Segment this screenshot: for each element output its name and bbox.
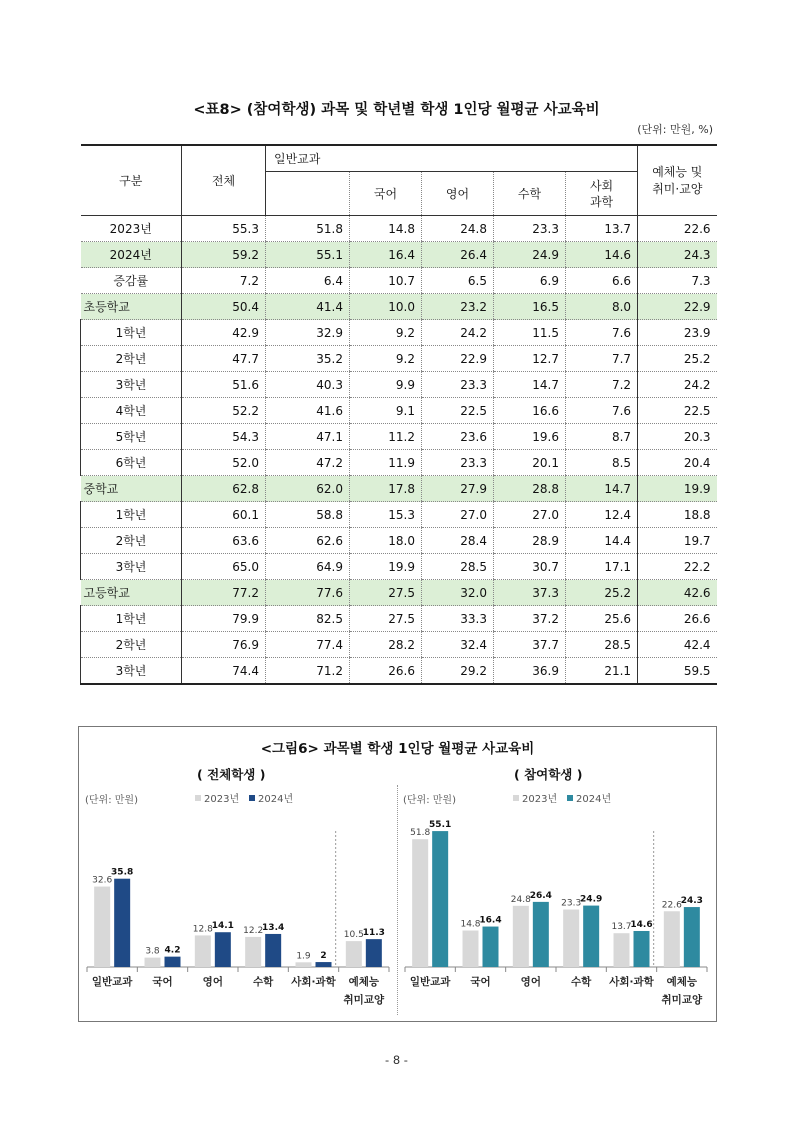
cell-value: 42.4: [638, 632, 717, 658]
row-label: 2학년: [81, 632, 182, 658]
cell-value: 60.1: [182, 502, 266, 528]
legend-swatch: [513, 795, 519, 801]
cell-value: 47.2: [266, 450, 350, 476]
cell-value: 79.9: [182, 606, 266, 632]
row-label: 3학년: [81, 372, 182, 398]
row-label: 5학년: [81, 424, 182, 450]
cell-value: 28.5: [422, 554, 494, 580]
category-label: 수학: [253, 976, 274, 988]
cell-value: 50.4: [182, 294, 266, 320]
cell-value: 22.9: [422, 346, 494, 372]
cell-value: 22.2: [638, 554, 717, 580]
row-label: 2학년: [81, 346, 182, 372]
bar-2023: [463, 930, 479, 967]
cell-value: 77.4: [266, 632, 350, 658]
legend-swatch: [249, 795, 255, 801]
bar-2024: [215, 932, 231, 967]
category-label: 취미교양: [343, 994, 385, 1006]
table-title: <표8> (참여학생) 과목 및 학년별 학생 1인당 월평균 사교육비: [193, 102, 600, 118]
row-label: 2024년: [81, 242, 182, 268]
cell-value: 52.2: [182, 398, 266, 424]
cell-value: 8.0: [566, 294, 638, 320]
data-label: 23.3: [561, 898, 582, 909]
cell-value: 20.1: [494, 450, 566, 476]
table-row: [81, 554, 717, 580]
bar-2023: [513, 906, 529, 967]
cell-value: 20.3: [638, 424, 717, 450]
cell-value: 8.5: [566, 450, 638, 476]
cell-value: 11.2: [350, 424, 422, 450]
legend-swatch: [195, 795, 201, 801]
header-arts-line1: 예체능 및: [652, 164, 703, 179]
cell-value: 7.3: [638, 268, 717, 294]
data-label: 10.5: [343, 930, 364, 941]
data-label: 14.6: [630, 919, 653, 930]
cell-value: 42.6: [638, 580, 717, 606]
data-label: 12.2: [243, 925, 264, 936]
cell-value: 6.5: [422, 268, 494, 294]
unit-label: (단위: 만원): [403, 795, 456, 806]
cell-value: 36.9: [494, 658, 566, 685]
bar-2023: [195, 935, 211, 967]
table-unit: (단위: 만원, %): [637, 123, 713, 136]
cell-value: 55.1: [266, 242, 350, 268]
chart-divider: [397, 785, 398, 1015]
cell-value: 24.9: [494, 242, 566, 268]
data-label: 12.8: [192, 924, 213, 935]
cell-value: 23.3: [422, 450, 494, 476]
cell-value: 24.3: [638, 242, 717, 268]
data-label: 55.1: [429, 820, 452, 831]
legend-label: 2024년: [576, 794, 612, 805]
row-label: 1학년: [81, 320, 182, 346]
cell-value: 23.2: [422, 294, 494, 320]
cell-value: 9.1: [350, 398, 422, 424]
cell-value: 32.0: [422, 580, 494, 606]
cell-value: 19.7: [638, 528, 717, 554]
category-label: 예체능: [666, 976, 698, 988]
row-label: 중학교: [81, 476, 182, 502]
table-row: [81, 424, 717, 450]
bar-2024: [583, 906, 599, 967]
cell-value: 41.4: [266, 294, 350, 320]
header-general-sub: [266, 172, 350, 216]
cell-value: 22.6: [638, 216, 717, 242]
data-label: 24.3: [680, 896, 703, 907]
table-row: [81, 242, 717, 268]
table-row: [81, 632, 717, 658]
cell-value: 28.2: [350, 632, 422, 658]
cell-value: 9.2: [350, 320, 422, 346]
table-row: [81, 606, 717, 632]
cell-value: 9.9: [350, 372, 422, 398]
cell-value: 19.6: [494, 424, 566, 450]
cell-value: 6.9: [494, 268, 566, 294]
bar-2023: [245, 937, 261, 967]
category-label: 국어: [470, 976, 491, 988]
cell-value: 32.4: [422, 632, 494, 658]
cell-value: 62.6: [266, 528, 350, 554]
row-label: 6학년: [81, 450, 182, 476]
cell-value: 76.9: [182, 632, 266, 658]
bar-2024: [165, 957, 181, 967]
bar-2023: [614, 933, 630, 967]
data-label: 4.2: [164, 945, 181, 956]
cell-value: 16.6: [494, 398, 566, 424]
row-label: 1학년: [81, 502, 182, 528]
legend-label: 2023년: [522, 794, 558, 805]
row-label: 증감률: [81, 268, 182, 294]
table-body: [81, 216, 717, 685]
cell-value: 42.9: [182, 320, 266, 346]
cell-value: 51.8: [266, 216, 350, 242]
cell-value: 71.2: [266, 658, 350, 685]
header-korean: 국어: [350, 172, 422, 216]
header-category: 구분: [81, 145, 182, 216]
data-label: 16.4: [479, 915, 502, 926]
bar-2024: [533, 902, 549, 967]
cell-value: 23.3: [422, 372, 494, 398]
cell-value: 27.0: [422, 502, 494, 528]
data-label: 11.3: [362, 928, 385, 939]
cell-value: 26.6: [350, 658, 422, 685]
header-english: 영어: [422, 172, 494, 216]
cell-value: 59.2: [182, 242, 266, 268]
cell-value: 22.9: [638, 294, 717, 320]
row-label: 3학년: [81, 554, 182, 580]
cell-value: 14.7: [494, 372, 566, 398]
cell-value: 62.0: [266, 476, 350, 502]
bar-2024: [483, 927, 499, 967]
category-label: 영어: [202, 976, 223, 988]
cell-value: 37.7: [494, 632, 566, 658]
cell-value: 24.8: [422, 216, 494, 242]
data-label: 24.8: [510, 894, 531, 905]
cell-value: 7.6: [566, 398, 638, 424]
cell-value: 7.7: [566, 346, 638, 372]
row-label: 고등학교: [81, 580, 182, 606]
data-label: 13.4: [262, 922, 285, 933]
category-label: 사회·과학: [609, 976, 654, 988]
bar-2024: [316, 962, 332, 967]
cell-value: 7.6: [566, 320, 638, 346]
cell-value: 64.9: [266, 554, 350, 580]
cell-value: 26.4: [422, 242, 494, 268]
cell-value: 11.5: [494, 320, 566, 346]
legend-swatch: [567, 795, 573, 801]
cell-value: 17.8: [350, 476, 422, 502]
category-label: 영어: [520, 976, 541, 988]
cell-value: 37.3: [494, 580, 566, 606]
table-row: [81, 268, 717, 294]
cell-value: 52.0: [182, 450, 266, 476]
legend-label: 2023년: [204, 794, 240, 805]
table-row: [81, 294, 717, 320]
cell-value: 18.8: [638, 502, 717, 528]
category-label: 수학: [571, 976, 592, 988]
header-arts-line2: 취미·교양: [652, 181, 703, 196]
header-total: 전체: [182, 145, 266, 216]
header-social: 사회 과학: [566, 172, 638, 216]
data-label: 35.8: [111, 867, 134, 878]
data-label: 22.6: [661, 900, 682, 911]
bar-2024: [684, 907, 700, 967]
cell-value: 27.5: [350, 580, 422, 606]
cell-value: 26.6: [638, 606, 717, 632]
bar-2024: [366, 939, 382, 967]
cell-value: 28.5: [566, 632, 638, 658]
table-row: [81, 398, 717, 424]
table-row: [81, 476, 717, 502]
cell-value: 16.4: [350, 242, 422, 268]
figure-box: [78, 726, 717, 1022]
table-row: [81, 658, 717, 685]
header-general: 일반교과: [266, 145, 638, 172]
bar-2023: [412, 839, 428, 967]
figure-title: <그림6> 과목별 학생 1인당 월평균 사교육비: [260, 741, 535, 757]
cell-value: 11.9: [350, 450, 422, 476]
cell-value: 22.5: [638, 398, 717, 424]
cell-value: 77.6: [266, 580, 350, 606]
cell-value: 6.6: [566, 268, 638, 294]
section-participants: ( 참여학생 ): [514, 767, 583, 782]
category-label: 일반교과: [409, 976, 451, 988]
cell-value: 23.9: [638, 320, 717, 346]
cell-value: 28.4: [422, 528, 494, 554]
cell-value: 10.0: [350, 294, 422, 320]
section-all-students: ( 전체학생 ): [197, 767, 266, 782]
cell-value: 41.6: [266, 398, 350, 424]
cell-value: 12.7: [494, 346, 566, 372]
unit-label: (단위: 만원): [85, 795, 138, 806]
cell-value: 18.0: [350, 528, 422, 554]
row-label: 초등학교: [81, 294, 182, 320]
cell-value: 7.2: [566, 372, 638, 398]
cell-value: 82.5: [266, 606, 350, 632]
data-label: 32.6: [92, 875, 113, 886]
cell-value: 17.1: [566, 554, 638, 580]
cell-value: 58.8: [266, 502, 350, 528]
category-label: 사회·과학: [291, 976, 336, 988]
data-label: 13.7: [611, 922, 632, 933]
page-number: - 8 -: [385, 1053, 408, 1067]
cell-value: 51.6: [182, 372, 266, 398]
cell-value: 24.2: [638, 372, 717, 398]
cell-value: 24.2: [422, 320, 494, 346]
data-label: 51.8: [410, 828, 431, 839]
row-label: 3학년: [81, 658, 182, 685]
table-row: [81, 320, 717, 346]
cell-value: 30.7: [494, 554, 566, 580]
cell-value: 9.2: [350, 346, 422, 372]
cell-value: 63.6: [182, 528, 266, 554]
cell-value: 65.0: [182, 554, 266, 580]
cell-value: 55.3: [182, 216, 266, 242]
cell-value: 13.7: [566, 216, 638, 242]
table-row: [81, 346, 717, 372]
cell-value: 19.9: [638, 476, 717, 502]
category-label: 취미교양: [661, 994, 703, 1006]
expense-table: [80, 144, 717, 685]
table-row: [81, 580, 717, 606]
cell-value: 25.2: [566, 580, 638, 606]
cell-value: 20.4: [638, 450, 717, 476]
data-label: 1.9: [296, 951, 311, 962]
cell-value: 8.7: [566, 424, 638, 450]
cell-value: 77.2: [182, 580, 266, 606]
chart-all-students: [83, 783, 393, 1013]
cell-value: 29.2: [422, 658, 494, 685]
cell-value: 14.7: [566, 476, 638, 502]
cell-value: 62.8: [182, 476, 266, 502]
cell-value: 14.4: [566, 528, 638, 554]
table-row: [81, 372, 717, 398]
cell-value: 23.3: [494, 216, 566, 242]
cell-value: 7.2: [182, 268, 266, 294]
cell-value: 47.1: [266, 424, 350, 450]
cell-value: 21.1: [566, 658, 638, 685]
table-row: [81, 450, 717, 476]
data-label: 24.9: [580, 894, 603, 905]
bar-2024: [432, 831, 448, 967]
bar-2023: [346, 941, 362, 967]
cell-value: 15.3: [350, 502, 422, 528]
cell-value: 27.9: [422, 476, 494, 502]
cell-value: 14.6: [566, 242, 638, 268]
cell-value: 23.6: [422, 424, 494, 450]
cell-value: 6.4: [266, 268, 350, 294]
chart-participants: [401, 783, 711, 1013]
bar-2023: [563, 910, 579, 967]
bar-2023: [145, 958, 161, 967]
cell-value: 33.3: [422, 606, 494, 632]
cell-value: 25.6: [566, 606, 638, 632]
category-label: 국어: [152, 976, 173, 988]
row-label: 1학년: [81, 606, 182, 632]
legend-label: 2024년: [258, 794, 294, 805]
cell-value: 14.8: [350, 216, 422, 242]
header-arts: [638, 145, 717, 216]
bar-2023: [94, 887, 110, 967]
category-label: 일반교과: [91, 976, 133, 988]
cell-value: 12.4: [566, 502, 638, 528]
cell-value: 28.9: [494, 528, 566, 554]
table-row: [81, 528, 717, 554]
cell-value: 25.2: [638, 346, 717, 372]
row-label: 2학년: [81, 528, 182, 554]
table-row: [81, 502, 717, 528]
bar-2023: [664, 911, 680, 967]
cell-value: 19.9: [350, 554, 422, 580]
cell-value: 59.5: [638, 658, 717, 685]
cell-value: 22.5: [422, 398, 494, 424]
bar-2024: [114, 879, 130, 967]
category-label: 예체능: [348, 976, 380, 988]
cell-value: 54.3: [182, 424, 266, 450]
cell-value: 37.2: [494, 606, 566, 632]
row-label: 2023년: [81, 216, 182, 242]
data-label: 3.8: [145, 946, 160, 957]
data-label: 2: [320, 951, 327, 962]
table-row: [81, 216, 717, 242]
cell-value: 27.5: [350, 606, 422, 632]
cell-value: 27.0: [494, 502, 566, 528]
data-label: 14.8: [460, 919, 481, 930]
data-label: 26.4: [529, 890, 552, 901]
cell-value: 40.3: [266, 372, 350, 398]
cell-value: 10.7: [350, 268, 422, 294]
row-label: 4학년: [81, 398, 182, 424]
cell-value: 32.9: [266, 320, 350, 346]
cell-value: 74.4: [182, 658, 266, 685]
data-label: 14.1: [211, 921, 234, 932]
bar-2024: [634, 931, 650, 967]
bar-2023: [296, 962, 312, 967]
cell-value: 35.2: [266, 346, 350, 372]
cell-value: 16.5: [494, 294, 566, 320]
cell-value: 47.7: [182, 346, 266, 372]
cell-value: 28.8: [494, 476, 566, 502]
bar-2024: [265, 934, 281, 967]
header-math: 수학: [494, 172, 566, 216]
